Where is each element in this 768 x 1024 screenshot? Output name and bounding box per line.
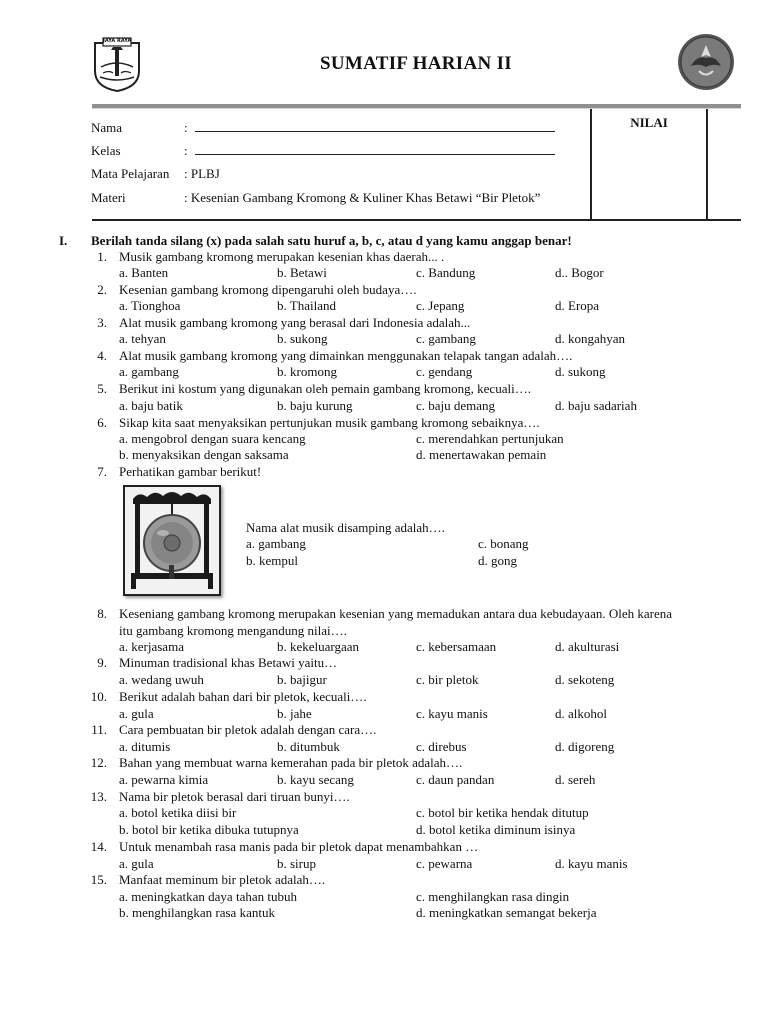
option-c[interactable]: c. direbus [416,739,467,754]
question-text: Nama bir pletok berasal dari tiruan bunyi…. [119,789,350,804]
identity-colon: : [184,120,191,135]
option-a[interactable]: a. gambang [119,364,179,379]
identity-colon: : [184,143,191,158]
option-c[interactable]: c. merendahkan pertunjukan [416,431,564,446]
question-number: 2. [97,282,107,297]
option-d[interactable]: d. kongahyan [555,331,626,346]
identity-class-row [91,143,555,160]
question-number: 6. [97,415,107,430]
option-d[interactable]: d. Eropa [555,298,600,313]
class-field[interactable] [195,144,555,155]
question-number: 15. [90,872,107,887]
option-d[interactable]: d. sukong [555,364,606,379]
identity-divider [92,219,741,221]
gong-image [123,485,221,596]
option-c[interactable]: c. bonang [478,536,529,551]
option-d[interactable]: d. akulturasi [555,639,620,654]
option-b[interactable]: b. botol bir ketika dibuka tutupnya [119,822,299,837]
option-a[interactable]: a. gula [119,856,154,871]
option-c[interactable]: c. baju demang [416,398,496,413]
option-d[interactable]: d. sekoteng [555,672,615,687]
option-b[interactable]: b. kayu secang [277,772,354,787]
option-b[interactable]: b. baju kurung [277,398,353,413]
jakarta-emblem-logo [91,37,143,93]
option-c[interactable]: c. gendang [416,364,473,379]
question-number: 1. [97,249,107,264]
question-text: Untuk menambah rasa manis pada bir pletok dapat menambahkan … [119,839,479,854]
question-number: 4. [97,348,107,363]
option-a[interactable]: a. pewarna kimia [119,772,209,787]
option-c[interactable]: c. menghilangkan rasa dingin [416,889,570,904]
question-text: Kesenian gambang kromong dipengaruhi oleh budaya…. [119,282,417,297]
option-b[interactable]: b. kromong [277,364,337,379]
option-c[interactable]: c. gambang [416,331,476,346]
identity-value: : Kesenian Gambang Kromong & Kuliner Khas Betawi “Bir Pletok” [184,190,541,205]
option-b[interactable]: b. sirup [277,856,316,871]
question-text: Minuman tradisional khas Betawi yaitu… [119,655,338,670]
question-text: Berikut ini kostum yang digunakan oleh pemain gambang kromong, kecuali…. [119,381,531,396]
question-text: Bahan yang membuat warna kemerahan pada bir pletok adalah…. [119,755,463,770]
option-c[interactable]: c. kayu manis [416,706,488,721]
option-a[interactable]: a. kerjasama [119,639,184,654]
question-text: Sikap kita saat menyaksikan pertunjukan musik gambang kromong sebaiknya…. [119,415,540,430]
identity-subject-row [91,166,220,183]
option-d[interactable]: d. baju sadariah [555,398,637,413]
score-box[interactable] [590,109,708,221]
question-text: Musik gambang kromong merupakan kesenian khas daerah... . [119,249,445,264]
option-d[interactable]: d. gong [478,553,517,568]
question-number: 10. [90,689,107,704]
option-b[interactable]: b. jahe [277,706,312,721]
identity-label: Mata Pelajaran [91,166,170,181]
question-text: Perhatikan gambar berikut! [119,464,262,479]
option-c[interactable]: c. bir pletok [416,672,479,687]
identity-value: : PLBJ [184,166,220,181]
question-number: 13. [90,789,107,804]
question-number: 7. [97,464,107,479]
gong-icon [125,487,219,594]
identity-label: Nama [91,120,123,135]
option-c[interactable]: c. botol bir ketika hendak ditutup [416,805,589,820]
left-logo-text: JAYA RAYA [103,38,132,44]
identity-name-row [91,120,555,137]
option-c[interactable]: c. Bandung [416,265,476,280]
option-a[interactable]: a. gambang [246,536,306,551]
option-c[interactable]: c. Jepang [416,298,465,313]
option-d[interactable]: d. kayu manis [555,856,628,871]
option-d[interactable]: d. sereh [555,772,596,787]
name-field[interactable] [195,121,555,132]
option-b[interactable]: b. Thailand [277,298,336,313]
question-number: 5. [97,381,107,396]
question-number: 9. [97,655,107,670]
option-a[interactable]: a. tehyan [119,331,166,346]
option-b[interactable]: b. Betawi [277,265,327,280]
question-text: Berikut adalah bahan dari bir pletok, kecuali…. [119,689,367,704]
option-c[interactable]: c. kebersamaan [416,639,497,654]
section-instruction: Berilah tanda silang (x) pada salah satu huruf a, b, c, atau d yang kamu anggap benar! [91,233,572,248]
option-d[interactable]: d. menertawakan pemain [416,447,547,462]
identity-material-row [91,190,540,207]
question-number: 8. [97,606,107,621]
score-label: NILAI [630,115,668,130]
option-b[interactable]: b. kekeluargaan [277,639,360,654]
option-d[interactable]: d.. Bogor [555,265,604,280]
question-number: 14. [90,839,107,854]
option-a[interactable]: a. Banten [119,265,169,280]
page-title: SUMATIF HARIAN II [320,53,512,74]
question-number: 12. [90,755,107,770]
option-b[interactable]: b. kempul [246,553,298,568]
option-b[interactable]: b. menyaksikan dengan saksama [119,447,289,462]
option-a[interactable]: a. gula [119,706,154,721]
option-d[interactable]: d. digoreng [555,739,615,754]
question-7-prompt: Nama alat musik disamping adalah…. [246,520,445,535]
identity-label: Materi [91,190,126,205]
option-b[interactable]: b. ditumbuk [277,739,340,754]
option-c[interactable]: c. daun pandan [416,772,495,787]
option-a[interactable]: a. botol ketika diisi bir [119,805,237,820]
option-b[interactable]: b. bajigur [277,672,327,687]
option-c[interactable]: c. pewarna [416,856,473,871]
question-text: Keseniang gambang kromong merupakan kesenian yang memadukan antara dua kebudayaan. Oleh karena [119,606,673,621]
option-a[interactable]: a. baju batik [119,398,183,413]
question-text: Cara pembuatan bir pletok adalah dengan cara…. [119,722,377,737]
question-number: 3. [97,315,107,330]
tut-wuri-handayani-logo [677,33,735,91]
question-number: 11. [91,722,107,737]
option-d[interactable]: d. alkohol [555,706,607,721]
option-a[interactable]: a. Tionghoa [119,298,181,313]
option-b[interactable]: b. sukong [277,331,328,346]
option-a[interactable]: a. mengobrol dengan suara kencang [119,431,306,446]
option-a[interactable]: a. meningkatkan daya tahan tubuh [119,889,297,904]
identity-label: Kelas [91,143,121,158]
option-a[interactable]: a. wedang uwuh [119,672,204,687]
question-text: Manfaat meminum bir pletok adalah…. [119,872,326,887]
question-text: Alat musik gambang kromong yang dimainkan menggunakan telapak tangan adalah…. [119,348,573,363]
option-d[interactable]: d. meningkatkan semangat bekerja [416,905,597,920]
option-a[interactable]: a. ditumis [119,739,171,754]
question-text-continued: itu gambang kromong mengandung nilai…. [119,623,347,638]
option-b[interactable]: b. menghilangkan rasa kantuk [119,905,275,920]
question-text: Alat musik gambang kromong yang berasal dari Indonesia adalah... [119,315,471,330]
section-number: I. [59,233,68,248]
option-d[interactable]: d. botol ketika diminum isinya [416,822,576,837]
